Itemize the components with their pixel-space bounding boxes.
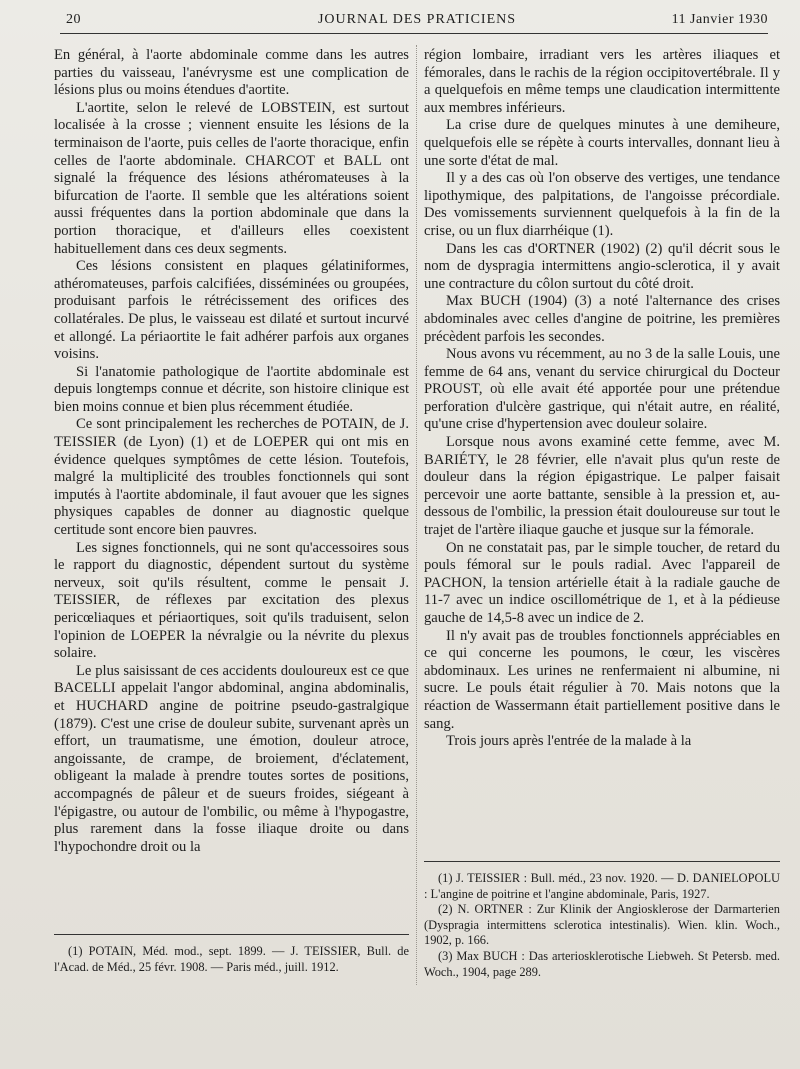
paragraph: Nous avons vu récemment, au no 3 de la salle Louis, une femme de 64 ans, venant du service chirurgical du Docteur PROUST, où elle avait été apportée pour une prétendue perforation d'ulcère gastrique, qui n'était autre, en réalité, qu'une crise d'hypertension avec douleur solaire. xyxy=(424,346,780,433)
running-header xyxy=(66,12,768,32)
paragraph: Les signes fonctionnels, qui ne sont qu'accessoires sous le rapport du diagnostic, dépendent surtout du système nerveux, soit qu'ils résultent, comme le pensait J. TEISSIER, de réflexes par excitation des plexus pericœliaques et périaortiques, soit qu'ils traduisent, selon l'opinion de LOEPER la névralgie ou la névrite du plexus solaire. xyxy=(54,539,409,662)
footnote: (1) POTAIN, Méd. mod., sept. 1899. — J. TEISSIER, Bull. de l'Acad. de Méd., 25 févr. 1908. — Paris méd., juill. 1912. xyxy=(54,944,409,974)
journal-title: JOURNAL DES PRATICIENS xyxy=(317,12,517,27)
paragraph: Il y a des cas où l'on observe des vertiges, une tendance lipothymique, des palpitations, de l'angoisse précordiale. Des vomissements surviennent quelquefois à la fin de la crise, ou un flux diarrhéique (1). xyxy=(424,170,780,239)
paragraph: Il n'y avait pas de troubles fonctionnels appréciables en ce qui concerne les poumons, le cœur, les viscères abdominaux. Les urines ne renfermaient ni albumine, ni sucre. Le pouls était régulier à 70. Mais notons que la réaction de Wassermann était partiellement positive dans le sang. xyxy=(424,627,780,732)
footnotes-left xyxy=(54,944,409,975)
paragraph: On ne constatait pas, par le simple toucher, de retard du pouls fémoral sur le pouls radial. Avec l'appareil de PACHON, la tension artérielle était à la radiale gauche de 11-7 avec un indice oscillométrique de 1, et à la pédieuse gauche de 14,5-8 avec un indice de 2. xyxy=(424,539,780,626)
paragraph: Ce sont principalement les recherches de POTAIN, de J. TEISSIER (de Lyon) (1) et de LOEPER qui ont mis en évidence quelques symptômes de cette lésion. Toutefois, malgré la multiplicité des troubles fonctionnels qui sont imputés à l'aortite abdominale, il faut avouer que les signes physiques capables de donner au diagnostic quelque certitude sont encore bien pauvres. xyxy=(54,416,409,539)
footnote: (2) N. ORTNER : Zur Klinik der Angiosklerose der Darmarterien (Dyspragia intermittens sclerotica intestinalis). Wien. klin. Woch., 1902, p. 166. xyxy=(424,902,780,948)
paragraph: Si l'anatomie pathologique de l'aortite abdominale est depuis longtemps connue et décrite, son histoire clinique est bien moins connue et bien plus récemment étudiée. xyxy=(54,363,409,415)
paragraph: La crise dure de quelques minutes à une demiheure, quelquefois elle se répète à courts intervalles, donnant lieu à une sorte d'état de mal. xyxy=(424,117,780,169)
column-divider xyxy=(416,45,417,985)
right-column xyxy=(424,47,780,751)
paragraph: Lorsque nous avons examiné cette femme, avec M. BARIÉTY, le 28 février, elle n'avait plus qu'un reste de douleur dans la région épigastrique. Le palper faisait percevoir une aorte battante, sensible à la pression et, au-dessous de l'ombilic, la pression était douloureuse sur tout le trajet de l'artère iliaque gauche et jusque sur la fémorale. xyxy=(424,434,780,539)
paragraph: Max BUCH (1904) (3) a noté l'alternance des crises abdominales avec celles d'angine de poitrine, les premières précèdent parfois les secondes. xyxy=(424,293,780,345)
paragraph: Ces lésions consistent en plaques gélatiniformes, athéromateuses, parfois calcifiées, disséminées ou groupées, produisant parfois le rétrécissement des orifices des collatérales. De plus, le vaisseau est dilaté et surtout incurvé et allongé. La périaortite le fait adhérer parfois aux organes voisins. xyxy=(54,258,409,363)
left-column xyxy=(54,47,409,856)
page-number: 20 xyxy=(66,12,81,27)
paragraph: région lombaire, irradiant vers les artères iliaques et fémorales, dans le rachis de la région occipitovertébrale. Il y a quelquefois en même temps une claudication intermittente aux membres inférieurs. xyxy=(424,47,780,116)
paragraph: Le plus saisissant de ces accidents douloureux est ce que BACELLI appelait l'angor abdominal, angina abdominalis, et HUCHARD angine de poitrine pseudo-gastralgique (1879). C'est une crise de douleur subite, survenant après un effort, un traumatisme, une émotion, douleur atroce, angoissante, de crampe, de broiement, d'éclatement, obligeant la malade à prendre toutes sortes de positions, accompagnés de pâleur et de sueurs froides, siégeant à l'épigastre, ou autour de l'ombilic, ou même à l'hypogastre, plus rarement dans la fosse iliaque droite ou dans l'hypochondre droit ou la xyxy=(54,662,409,855)
footnote-rule xyxy=(54,934,409,935)
paragraph: Dans les cas d'ORTNER (1902) (2) qu'il décrit sous le nom de dyspragia intermittens angio-sclerotica, il y avait une contracture du côlon surtout du côté droit. xyxy=(424,240,780,292)
paragraph: L'aortite, selon le relevé de LOBSTEIN, est surtout localisée à la crosse ; viennent ensuite les lésions de la terminaison de l'aorte, puis celles de l'aorte thoracique, enfin celles de l'aorte abdominale. CHARCOT et BALL ont signalé la fréquence des lésions athéromateuses à la bifurcation de l'aorte. Il semble que les altérations soient aussi fréquentes dans la portion abdominale que dans la portion thoracique, et d'ailleurs elles coexistent habituellement dans ces deux segments. xyxy=(54,99,409,257)
paragraph: Trois jours après l'entrée de la malade à la xyxy=(446,733,692,750)
footnotes-right xyxy=(424,871,780,980)
header-rule xyxy=(60,33,768,34)
footnote-rule xyxy=(424,861,780,862)
footnote: (3) Max BUCH : Das arteriosklerotische Liebweh. St Petersb. med. Woch., 1904, page 289. xyxy=(424,948,780,979)
paragraph: En général, à l'aorte abdominale comme dans les autres parties du vaisseau, l'anévrysme est une complication de lésions plus ou moins étendues d'aortite. xyxy=(54,47,409,99)
footnote: (1) J. TEISSIER : Bull. méd., 23 nov. 1920. — D. DANIELOPOLU : L'angine de poitrine et l'angine abdominale, Paris, 1927. xyxy=(424,871,780,901)
issue-date: 11 Janvier 1930 xyxy=(671,12,768,27)
